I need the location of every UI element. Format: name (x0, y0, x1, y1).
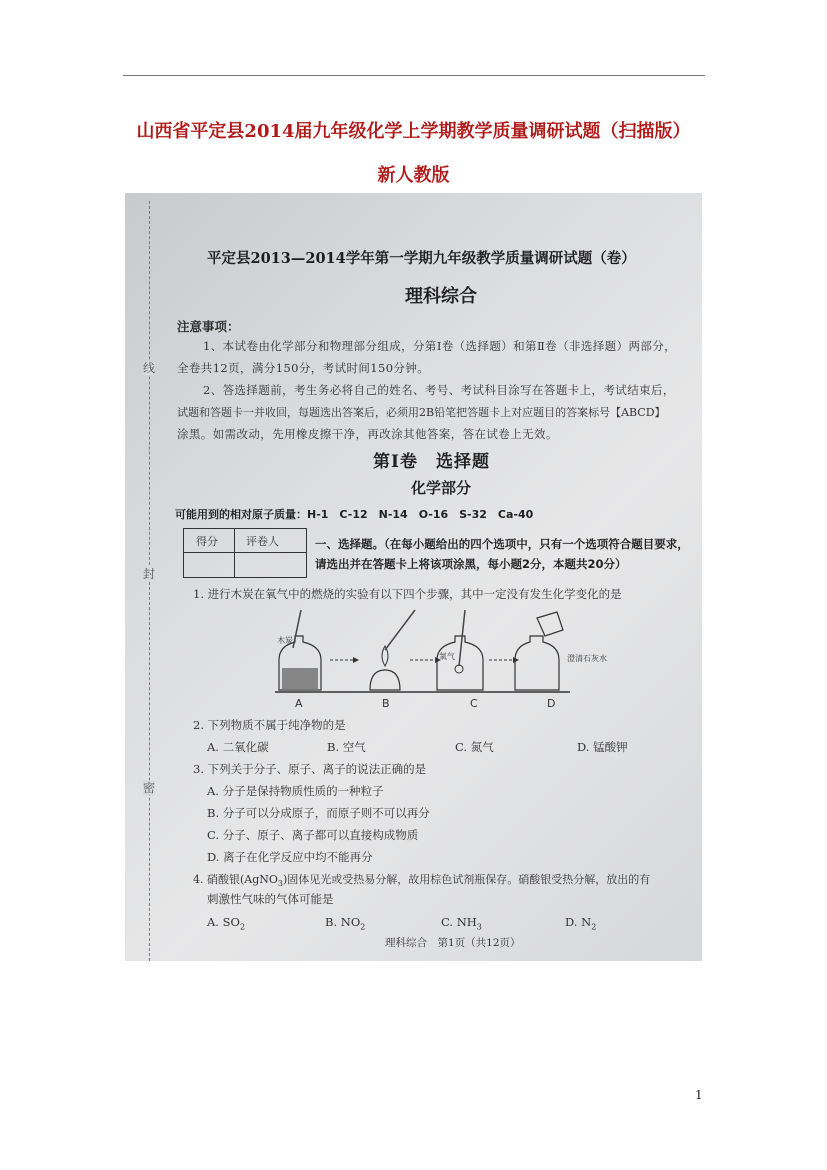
q2-option-a: A. 二氧化碳 (207, 740, 269, 754)
title-line-1: 山西省平定县2014届九年级化学上学期教学质量调研试题（扫描版） (136, 121, 691, 142)
note-line: 1、本试卷由化学部分和物理部分组成，分第Ⅰ卷（选择题）和第Ⅱ卷（非选择题）两部分， (203, 339, 677, 353)
title-line-2: 新人教版 (377, 165, 450, 186)
side-mark-mi: 密 (143, 781, 156, 795)
q3-option-b: B. 分子可以分成原子，而原子则不可以再分 (207, 806, 430, 820)
experiment-figure (275, 608, 575, 698)
question-2: 2. 下列物质不属于纯净物的是 (193, 718, 346, 732)
q2-option-c: C. 氮气 (455, 740, 494, 754)
side-mark-feng: 封 (143, 567, 156, 581)
table-divider (234, 529, 235, 577)
question-4-line-2: 刺激性气味的气体可能是 (207, 892, 334, 906)
question-4: 4. 硝酸银(AgNO$_3$)固体见光或受热易分解，故用棕色试剂瓶保存。硝酸银受热分解，放出的有 (193, 873, 651, 889)
figure-letter-a: A (295, 697, 303, 710)
document-title (110, 110, 717, 198)
label-limewater: 澄清石灰水 (567, 654, 607, 663)
figure-letter-d: D (547, 697, 556, 710)
q2-option-b: B. 空气 (327, 740, 366, 754)
q4-option-b: B. $NO_2$ (325, 915, 366, 932)
table-divider (184, 552, 306, 553)
note-line: 2、答选择题前，考生务必将自己的姓名、考号、考试科目涂写在答题卡上，考试结束后， (203, 383, 675, 397)
note-line: 全卷共12页，满分150分，考试时间150分钟。 (177, 361, 430, 375)
score-table (183, 528, 307, 578)
note-line: 试题和答题卡一并收回，每题选出答案后，必须用2B铅笔把答题卡上对应题目的答案标号【ABCD】 (177, 406, 666, 419)
question-1: 1. 进行木炭在氧气中的燃烧的实验有以下四个步骤，其中一定没有发生化学变化的是 (193, 587, 622, 601)
section-heading: 第Ⅰ卷 选择题 (373, 452, 490, 472)
exam-title: 平定县2013—2014学年第一学期九年级教学质量调研试题（卷） (207, 250, 636, 267)
question-3: 3. 下列关于分子、原子、离子的说法正确的是 (193, 762, 427, 776)
q3-option-c: C. 分子、原子、离子都可以直接构成物质 (207, 828, 419, 842)
q2-option-d: D. 锰酸钾 (577, 740, 628, 754)
mc-instruction-1: 一、选择题。（在每小题给出的四个选项中，只有一个选项符合题目要求， (315, 537, 689, 551)
note-line: 涂黑。如需改动，先用橡皮擦干净，再改涂其他答案，答在试卷上无效。 (177, 427, 558, 441)
q4-option-c: C. $NH_3$ (441, 915, 482, 932)
scan-page-footer: 理科综合 第1页（共12页） (385, 937, 521, 949)
header-rule (123, 75, 705, 76)
scanned-exam-page (125, 193, 702, 961)
label-charcoal: 木炭 (277, 636, 293, 645)
subject-heading: 理科综合 (405, 286, 477, 307)
grader-label: 评卷人 (246, 535, 279, 548)
notes-heading: 注意事项： (177, 319, 240, 334)
side-mark-xian: 线 (143, 361, 156, 375)
figure-letter-c: C (470, 697, 478, 710)
page-number: 1 (695, 1088, 703, 1102)
q4-option-a: A. $SO_2$ (207, 915, 246, 932)
q3-option-d: D. 离子在化学反应中均不能再分 (207, 850, 373, 864)
binding-dashed-line (149, 201, 150, 961)
mc-instruction-2: 请选出并在答题卡上将该项涂黑，每小题2分，本题共20分） (315, 557, 627, 571)
score-label: 得分 (196, 535, 218, 548)
q4-option-d: D. $N_2$ (565, 915, 597, 932)
figure-letter-b: B (382, 697, 390, 710)
q3-option-a: A. 分子是保持物质性质的一种粒子 (207, 784, 384, 798)
chemistry-heading: 化学部分 (411, 479, 472, 497)
label-oxygen: 氧气 (439, 652, 455, 661)
atomic-masses: 可能用到的相对原子质量：H-1 C-12 N-14 O-16 S-32 Ca-40 (175, 508, 534, 521)
